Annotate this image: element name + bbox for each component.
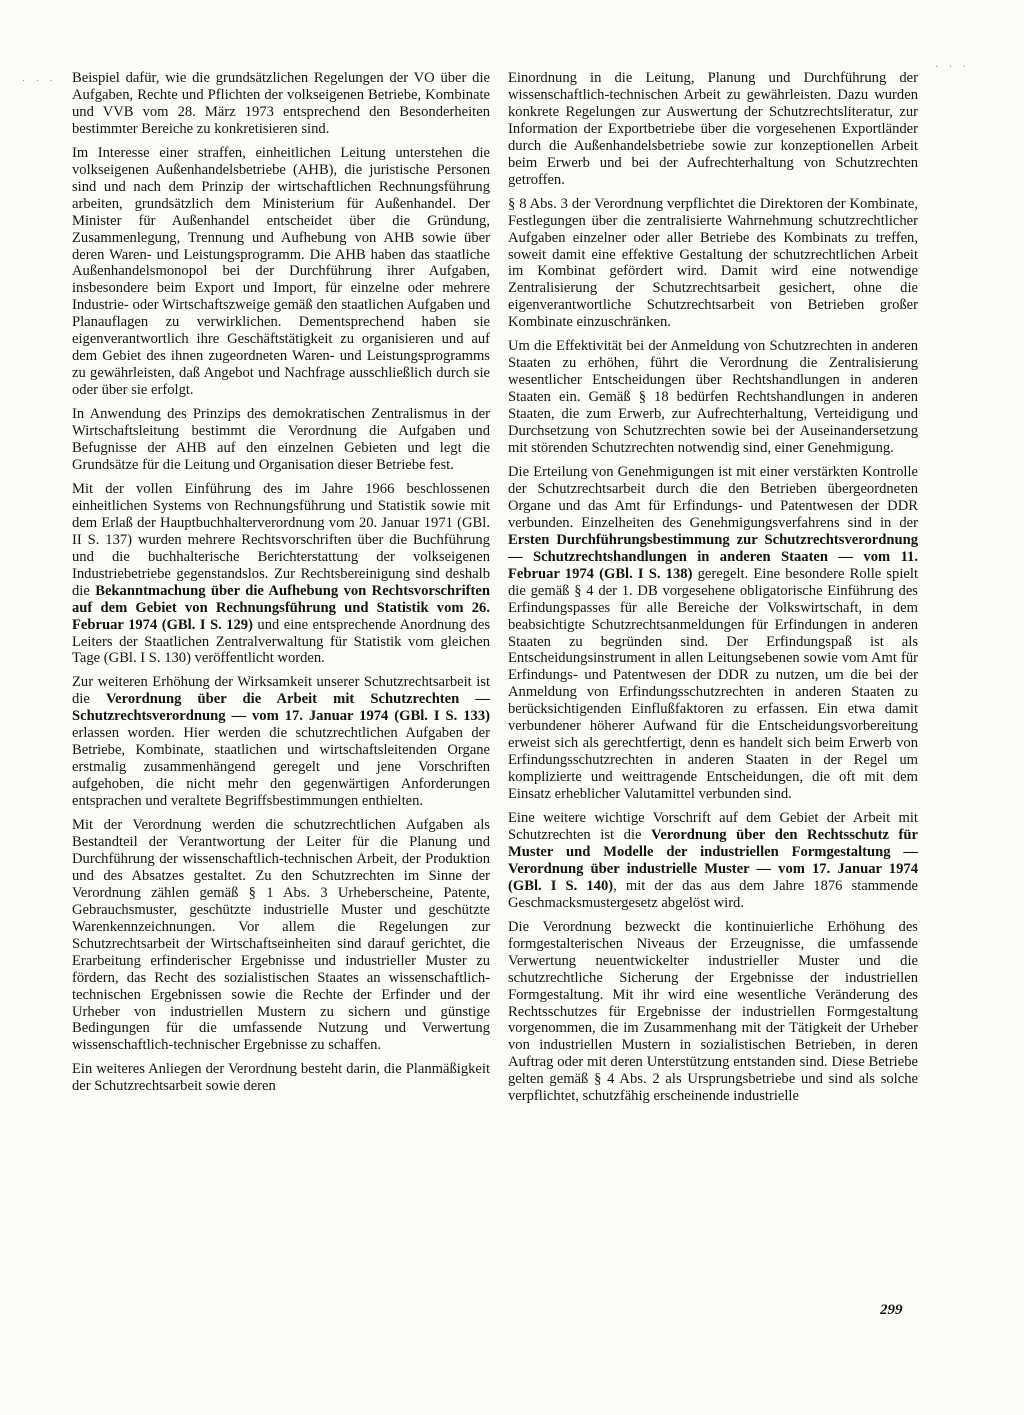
text-run: und eine entsprechende Anordnung des Leiters der Staatlichen Zentralverwaltung für Statistik vom gleichen Tage (GBl. I S. 130) veröffentlicht worden. — [72, 616, 491, 667]
text-run: erlassen worden. Hier werden die schutzrechtlichen Aufgaben der Betriebe, Kombinate, staatlichen und wirtschaftsleitenden Organe erstmalig zusammenhängend geregelt und jene Vorschriften aufgehoben, die nicht mehr den gegenwärtigen Anforderungen entsprachen und veraltete Begriffsbestimmungen enthielten. — [72, 725, 490, 810]
paragraph — [508, 810, 918, 912]
text-run: Die Erteilung von Genehmigungen ist mit einer verstärkten Kontrolle der Schutzrechtsarbeit durch die den Betrieben übergeordneten Organe und das Amt für Erfindungs- und Patentwesen der DDR verbunden. Einzelheiten des Genehmigungsverfahrens sind in der — [508, 463, 918, 531]
paragraph: Ein weiteres Anliegen der Verordnung besteht darin, die Planmäßigkeit der Schutzrechtsarbeit sowie deren — [72, 1061, 490, 1095]
text-run: geregelt. Eine besondere Rolle spielt die gemäß § 4 der 1. DB vorgesehene obligatorische Einführung des Erfindungspasses für alle Bereiche der Volkswirtschaft, in dem beabsichtigte Schutzrechtsanmeldungen für Erfindungen in anderen Staaten zu begründen sind. Der Erfindungspaß ist als Entscheidungsinstrument in allen Leitungsebenen sowie vom Amt für Erfindungs- und Patentwesen der DDR zu nutzen, um die bei der Anmeldung von Erfindungsschutzrechten in anderen Staaten zu berücksichtigenden Einflußfaktoren zu erfassen. Ein etwa damit verbundener höherer Aufwand für die Entscheidungsvorbereitung erweist sich als gerechtfertigt, denn es handelt sich beim Erwerb von Erfindungsschutzrechten in anderen Staaten in der Regel um komplizierte und weittragende Entscheidungen, die oft mit dem Einsatz erheblicher Valutamittel verbunden sind. — [508, 565, 918, 803]
text-run: Eine weitere wichtige Vorschrift auf dem Gebiet der Arbeit mit Schutzrechten ist die — [508, 810, 918, 843]
paragraph — [72, 481, 490, 667]
text-run: Zur weiteren Erhöhung der Wirksamkeit unserer Schutzrechtsarbeit ist die — [72, 674, 490, 708]
paragraph — [508, 464, 918, 803]
text-run: , mit der das aus dem Jahre 1876 stammende Geschmacksmustergesetz abgelöst wird. — [508, 877, 919, 911]
scan-artifact: · · · — [935, 62, 970, 73]
paragraph: Beispiel dafür, wie die grundsätzlichen Regelungen der VO über die Aufgaben, Rechte und Pflichten der volkseigenen Betriebe, Kombinate und VVB vom 28. März 1973 entsprechend den Besonderheiten bestimmter Bereiche zu konkretisieren sind. — [72, 70, 490, 137]
paragraph: Um die Effektivität bei der Anmeldung von Schutzrechten in anderen Staaten zu erhöhen, führt die Verordnung die Zentralisierung wesentlicher Entscheidungen über Rechtshandlungen in anderen Staaten ein. Gemäß § 18 bedürfen Rechtshandlungen in anderen Staaten, die zum Erwerb, zur Aufrechterhaltung, Verteidigung und Durchsetzung von Schutzrechten sowie bei der Auseinandersetzung mit störenden Schutzrechten notwendig sind, einer Genehmigung. — [508, 338, 918, 457]
page-number: 299 — [880, 1302, 903, 1318]
law-reference: Bekanntmachung über die Aufhebung von Rechtsvorschriften auf dem Gebiet von Rechnungsführung und Statistik vom 26. Februar 1974 (GBl. I S. 129) — [72, 582, 490, 633]
law-reference: Verordnung über den Rechtsschutz für Muster und Modelle der industriellen Formgestaltung — Verordnung über industrielle Muster — vom 17. Januar 1974 (GBl. I S. 140) — [508, 826, 918, 894]
text-run: Mit der vollen Einführung des im Jahre 1966 beschlossenen einheitlichen Systems von Rechnungsführung und Statistik sowie mit dem Erlaß der Hauptbuchhalterverordnung vom 20. Januar 1971 (GBl. II S. 137) wurden mehrere Rechtsvorschriften über die Buchführung und die buchhalterische Berichterstattung der volkseigenen Industriebetriebe gegenstandslos. Zur Rechtsbereinigung sind deshalb die — [72, 480, 490, 599]
right-column — [508, 70, 918, 1112]
left-column — [72, 70, 490, 1102]
paragraph: Die Verordnung bezweckt die kontinuierliche Erhöhung des formgestalterischen Niveaus der Erzeugnisse, die umfassende Verwertung neuentwickelter industrieller Muster und die schutzrechtliche Sicherung der Ergebnisse der industriellen Formgestaltung. Mit ihr wird eine wesentliche Veränderung des Rechtsschutzes für Ergebnisse der industriellen Formgestaltung vorgenommen, die im Zusammenhang mit der Tätigkeit der Urheber von industriellen Mustern in sozialistischen Betrieben, in deren Auftrag oder mit deren Unterstützung entstanden sind. Diese Betriebe gelten gemäß § 4 Abs. 2 als Ursprungsbetriebe und sind als solche verpflichtet, schutzfähig erscheinende industrielle — [508, 918, 918, 1105]
paragraph: In Anwendung des Prinzips des demokratischen Zentralismus in der Wirtschaftsleitung bestimmt die Verordnung die Aufgaben und Befugnisse der AHB auf den einzelnen Gebieten und legt die Grundsätze für die Leitung und Organisation dieser Betriebe fest. — [72, 406, 490, 473]
paragraph: Im Interesse einer straffen, einheitlichen Leitung unterstehen die volkseigenen Außenhandelsbetriebe (AHB), die juristische Personen sind und nach dem Prinzip der wirtschaftlichen Rechnungsführung arbeiten, grundsätzlich dem Ministerium für Außenhandel. Der Minister für Außenhandel entscheidet über die Gründung, Zusammenlegung, Trennung und Aufhebung von AHB sowie über deren Waren- und Leistungsprogramm. Die AHB haben das staatliche Außenhandelsmonopol bei der Durchführung ihrer Aufgaben, insbesondere beim Export und Import, für einzelne oder mehrere Industrie- oder Wirtschaftszweige gemäß den staatlichen Aufgaben und Planauflagen zu verwirklichen. Dementsprechend haben sie eigenverantwortlich ihre Geschäftstätigkeit zu organisieren und auf dem Gebiet des ihnen zugeordneten Waren- und Leistungsprogramms zu gewährleisten, daß Angebot und Nachfrage ausschließlich durch sie oder über sie erfolgt. — [72, 144, 490, 399]
scan-artifact: · · · — [22, 76, 57, 87]
law-reference: Verordnung über die Arbeit mit Schutzrechten — Schutzrechtsverordnung — vom 17. Januar 1974 (GBl. I S. 133) — [72, 691, 490, 725]
paragraph: Mit der Verordnung werden die schutzrechtlichen Aufgaben als Bestandteil der Verantwortung der Leiter für die Planung und Durchführung der wissenschaftlich-technischen Arbeit, der Produktion und des Absatzes gestaltet. Zu den Schutzrechten im Sinne der Verordnung zählen gemäß § 1 Abs. 3 Urheberscheine, Patente, Gebrauchsmuster, geschützte industrielle Muster und geschützte Warenkennzeichnungen. Vor allem die Regelungen zur Schutzrechtsarbeit der Wirtschaftseinheiten sind darauf gerichtet, die Erarbeitung erfinderischer Ergebnisse und industrieller Muster zu fördern, das Recht des sozialistischen Staates an wissenschaftlich-technischen Ergebnissen sowie die Rechte der Erfinder und der Urheber von industriellen Mustern zu sichern und günstige Bedingungen für die umfassende Nutzung und Verwertung wissenschaftlich-technischer Ergebnisse zu schaffen. — [72, 817, 490, 1054]
paragraph — [72, 674, 490, 810]
paragraph: Einordnung in die Leitung, Planung und Durchführung der wissenschaftlich-technischen Arbeit zu gewährleisten. Dazu wurden konkrete Regelungen zur Auswertung der Schutzrechtsliteratur, zur Information der Exportbetriebe über die vorgesehenen Exportländer durch die Außenhandelsbetriebe sowie zur konzeptionellen Arbeit beim Erwerb und bei der Aufrechterhaltung von Schutzrechten getroffen. — [508, 70, 918, 188]
law-reference: Ersten Durchführungsbestimmung zur Schutzrechtsverordnung — Schutzrechtshandlungen in anderen Staaten — vom 11. Februar 1974 (GBl. I S. 138) — [508, 531, 918, 582]
paragraph: § 8 Abs. 3 der Verordnung verpflichtet die Direktoren der Kombinate, Festlegungen über die zentralisierte Wahrnehmung schutzrechtlicher Aufgaben einzelner oder aller Betriebe des Kombinats zu treffen, soweit damit eine effektive Gestaltung der schutzrechtlichen Arbeit im Kombinat gefördert wird. Damit wird eine notwendige Zentralisierung der Schutzrechtsarbeit gesichert, ohne die eigenverantwortliche Schutzrechtsarbeit von Betrieben großer Kombinate einzuschränken. — [508, 195, 918, 331]
